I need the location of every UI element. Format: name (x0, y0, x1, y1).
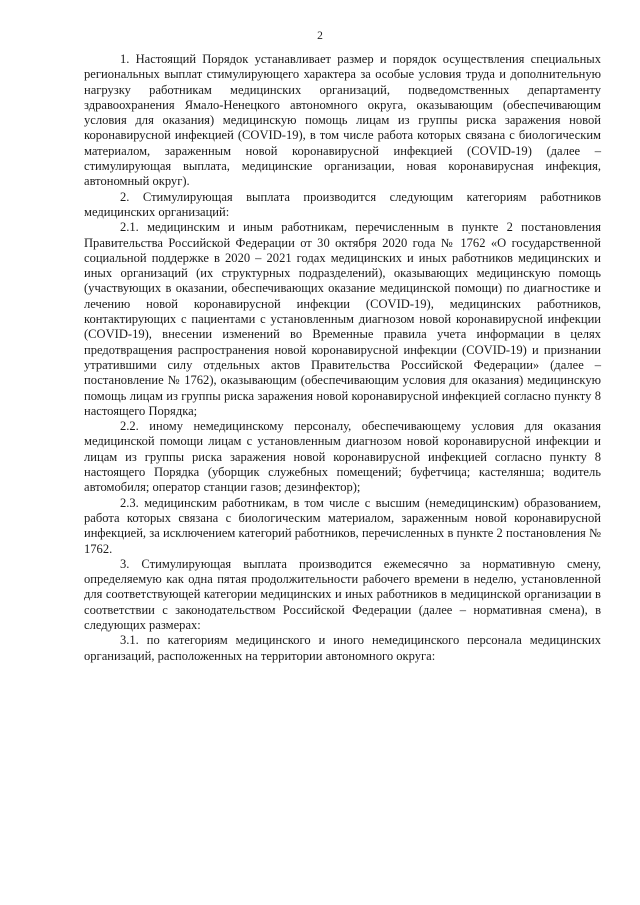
page-number: 2 (317, 30, 323, 42)
paragraph-3-1: 3.1. по категориям медицинского и иного немедицинского персонала медицинских организаций, расположенных на территории автономного округа: (84, 633, 601, 663)
paragraph-3: 3. Стимулирующая выплата производится ежемесячно за нормативную смену, определяемую как одна пятая продолжительности рабочего времени в неделю, установленной для соответствующей категории медицинских и иных работников в медицинской организации в соответствии с законодательством Российской Федерации (далее – нормативная смена), в следующих размерах: (84, 556, 601, 632)
paragraph-2-2: 2.2. иному немедицинскому персоналу, обеспечивающему условия для оказания медицинской помощи лицам с установленным диагнозом новой коронавирусной инфекции и лицам из группы риска заражения новой коронавирусной инфекцией согласно пункту 8 настоящего Порядка (уборщик служебных помещений; буфетчица; кастелянша; водитель автомобиля; оператор станции газов; дезинфектор); (84, 419, 601, 495)
paragraph-2: 2. Стимулирующая выплата производится следующим категориям работников медицинских организаций: (84, 189, 601, 219)
paragraph-2-3: 2.3. медицинским работникам, в том числе с высшим (немедицинским) образованием, работа которых связана с биологическим материалом, зараженным новой коронавирусной инфекцией, за исключением категорий работников, перечисленных в пункте 2 постановления № 1762. (84, 495, 601, 556)
document-body (84, 52, 601, 664)
paragraph-1: 1. Настоящий Порядок устанавливает размер и порядок осуществления специальных региональных выплат стимулирующего характера за особые условия труда и дополнительную нагрузку работникам медицинских организаций, подведомственных департаменту здравоохранения Ямало-Ненецкого автономного округа, оказывающим (обеспечивающим условия для оказания) медицинскую помощь лицам из группы риска заражения новой коронавирусной инфекцией (COVID-19), в том числе работа которых связана с биологическим материалом, зараженным новой коронавирусной инфекцией (COVID-19) (далее – стимулирующая выплата, медицинские организации, новая коронавирусная инфекция, автономный округ). (84, 52, 601, 189)
paragraph-2-1: 2.1. медицинским и иным работникам, перечисленным в пункте 2 постановления Правительства Российской Федерации от 30 октября 2020 года № 1762 «О государственной социальной поддержке в 2020 – 2021 годах медицинских и иных работников медицинских и иных организаций (их структурных подразделений), оказывающих медицинскую помощь (участвующих в оказании, обеспечивающих оказание медицинской помощи) по диагностике и лечению новой коронавирусной инфекции (COVID-19), медицинских работников, контактирующих с пациентами с установленным диагнозом новой коронавирусной инфекции (COVID-19), внесении изменений во Временные правила учета информации в целях предотвращения распространения новой коронавирусной инфекции (COVID-19) и признании утратившими силу отдельных актов Правительства Российской Федерации» (далее – постановление № 1762), оказывающим (обеспечивающим условия для оказания) медицинскую помощь лицам из группы риска заражения новой коронавирусной инфекцией согласно пункту 8 настоящего Порядка; (84, 220, 601, 418)
